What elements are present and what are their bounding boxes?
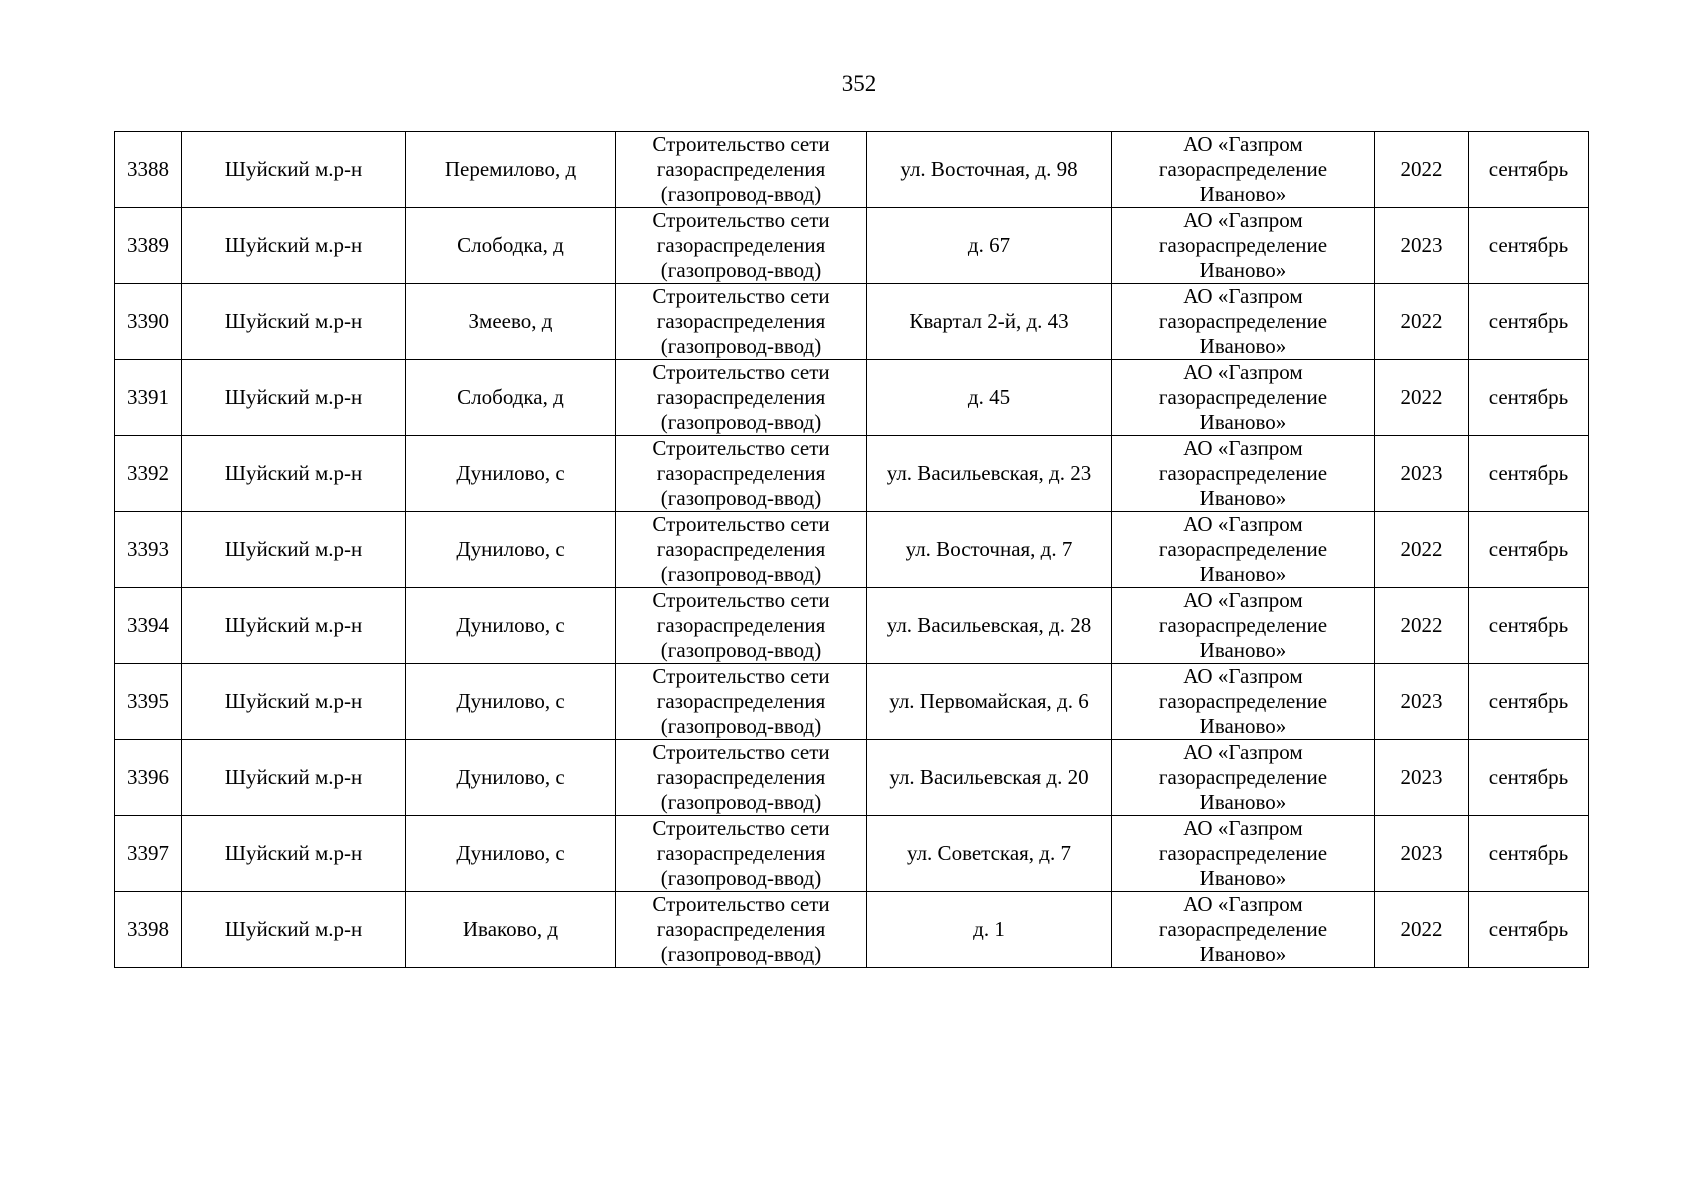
row-number-cell: 3396 xyxy=(115,740,182,816)
year-cell: 2023 xyxy=(1375,816,1469,892)
table-row xyxy=(115,512,1589,588)
organization-cell-line: АО «Газпром xyxy=(1183,360,1303,384)
work-type-cell-line: газораспределения xyxy=(656,689,826,713)
work-type-cell xyxy=(616,816,867,892)
work-type-cell-line: Строительство сети xyxy=(652,132,830,156)
district-cell: Шуйский м.р-н xyxy=(182,816,406,892)
work-type-cell xyxy=(616,892,867,968)
organization-cell xyxy=(1112,436,1375,512)
row-number-cell: 3397 xyxy=(115,816,182,892)
organization-cell-line: Иваново» xyxy=(1199,942,1287,966)
work-type-cell-line: газораспределения xyxy=(656,841,826,865)
organization-cell xyxy=(1112,512,1375,588)
month-cell: сентябрь xyxy=(1469,132,1589,208)
organization-cell-line: АО «Газпром xyxy=(1183,132,1303,156)
table-row xyxy=(115,664,1589,740)
work-type-cell-line: Строительство сети xyxy=(652,284,830,308)
organization-cell-line: АО «Газпром xyxy=(1183,740,1303,764)
address-cell: ул. Васильевская д. 20 xyxy=(867,740,1112,816)
work-type-cell-line: (газопровод-ввод) xyxy=(660,790,822,814)
locality-cell: Змеево, д xyxy=(406,284,616,360)
year-cell: 2023 xyxy=(1375,436,1469,512)
address-cell: ул. Васильевская, д. 23 xyxy=(867,436,1112,512)
work-type-cell-line: газораспределения xyxy=(656,461,826,485)
organization-cell-line: Иваново» xyxy=(1199,258,1287,282)
year-cell: 2023 xyxy=(1375,208,1469,284)
work-type-cell-line: (газопровод-ввод) xyxy=(660,258,822,282)
locality-cell: Дунилово, с xyxy=(406,816,616,892)
table-row xyxy=(115,436,1589,512)
organization-cell-line: газораспределение xyxy=(1158,689,1328,713)
organization-cell xyxy=(1112,816,1375,892)
table-body xyxy=(115,132,1589,968)
month-cell: сентябрь xyxy=(1469,208,1589,284)
month-cell: сентябрь xyxy=(1469,360,1589,436)
organization-cell-line: газораспределение xyxy=(1158,537,1328,561)
district-cell: Шуйский м.р-н xyxy=(182,740,406,816)
month-cell: сентябрь xyxy=(1469,664,1589,740)
district-cell: Шуйский м.р-н xyxy=(182,892,406,968)
address-cell: д. 45 xyxy=(867,360,1112,436)
address-cell: ул. Первомайская, д. 6 xyxy=(867,664,1112,740)
year-cell: 2022 xyxy=(1375,892,1469,968)
table-row xyxy=(115,208,1589,284)
work-type-cell-line: (газопровод-ввод) xyxy=(660,410,822,434)
organization-cell-line: Иваново» xyxy=(1199,410,1287,434)
month-cell: сентябрь xyxy=(1469,892,1589,968)
organization-cell-line: Иваново» xyxy=(1199,182,1287,206)
row-number-cell: 3394 xyxy=(115,588,182,664)
work-type-cell xyxy=(616,284,867,360)
address-cell: Квартал 2-й, д. 43 xyxy=(867,284,1112,360)
organization-cell-line: газораспределение xyxy=(1158,157,1328,181)
work-type-cell-line: Строительство сети xyxy=(652,360,830,384)
work-type-cell-line: Строительство сети xyxy=(652,588,830,612)
organization-cell-line: Иваново» xyxy=(1199,486,1287,510)
month-cell: сентябрь xyxy=(1469,816,1589,892)
row-number-cell: 3392 xyxy=(115,436,182,512)
work-type-cell xyxy=(616,664,867,740)
address-cell: ул. Восточная, д. 7 xyxy=(867,512,1112,588)
year-cell: 2023 xyxy=(1375,664,1469,740)
locality-cell: Иваково, д xyxy=(406,892,616,968)
work-type-cell-line: Строительство сети xyxy=(652,892,830,916)
address-cell: д. 1 xyxy=(867,892,1112,968)
row-number-cell: 3391 xyxy=(115,360,182,436)
organization-cell-line: АО «Газпром xyxy=(1183,588,1303,612)
organization-cell-line: газораспределение xyxy=(1158,613,1328,637)
month-cell: сентябрь xyxy=(1469,436,1589,512)
work-type-cell-line: (газопровод-ввод) xyxy=(660,182,822,206)
work-type-cell-line: газораспределения xyxy=(656,309,826,333)
district-cell: Шуйский м.р-н xyxy=(182,664,406,740)
locality-cell: Дунилово, с xyxy=(406,512,616,588)
organization-cell xyxy=(1112,740,1375,816)
work-type-cell-line: газораспределения xyxy=(656,385,826,409)
table-row xyxy=(115,588,1589,664)
organization-cell-line: газораспределение xyxy=(1158,841,1328,865)
organization-cell-line: АО «Газпром xyxy=(1183,284,1303,308)
locality-cell: Дунилово, с xyxy=(406,664,616,740)
gas-connection-register-table xyxy=(114,131,1589,968)
work-type-cell-line: Строительство сети xyxy=(652,740,830,764)
address-cell: д. 67 xyxy=(867,208,1112,284)
row-number-cell: 3398 xyxy=(115,892,182,968)
organization-cell-line: газораспределение xyxy=(1158,917,1328,941)
district-cell: Шуйский м.р-н xyxy=(182,208,406,284)
row-number-cell: 3388 xyxy=(115,132,182,208)
table-row xyxy=(115,360,1589,436)
district-cell: Шуйский м.р-н xyxy=(182,132,406,208)
work-type-cell-line: (газопровод-ввод) xyxy=(660,714,822,738)
year-cell: 2023 xyxy=(1375,740,1469,816)
organization-cell-line: АО «Газпром xyxy=(1183,664,1303,688)
work-type-cell-line: Строительство сети xyxy=(652,664,830,688)
address-cell: ул. Восточная, д. 98 xyxy=(867,132,1112,208)
row-number-cell: 3395 xyxy=(115,664,182,740)
district-cell: Шуйский м.р-н xyxy=(182,436,406,512)
work-type-cell-line: (газопровод-ввод) xyxy=(660,334,822,358)
organization-cell xyxy=(1112,284,1375,360)
organization-cell xyxy=(1112,360,1375,436)
month-cell: сентябрь xyxy=(1469,588,1589,664)
work-type-cell-line: Строительство сети xyxy=(652,436,830,460)
row-number-cell: 3393 xyxy=(115,512,182,588)
work-type-cell-line: Строительство сети xyxy=(652,816,830,840)
organization-cell-line: газораспределение xyxy=(1158,309,1328,333)
work-type-cell-line: газораспределения xyxy=(656,157,826,181)
work-type-cell-line: газораспределения xyxy=(656,917,826,941)
organization-cell-line: АО «Газпром xyxy=(1183,436,1303,460)
work-type-cell xyxy=(616,740,867,816)
month-cell: сентябрь xyxy=(1469,284,1589,360)
row-number-cell: 3390 xyxy=(115,284,182,360)
table-row xyxy=(115,816,1589,892)
organization-cell-line: Иваново» xyxy=(1199,334,1287,358)
organization-cell xyxy=(1112,208,1375,284)
organization-cell-line: газораспределение xyxy=(1158,765,1328,789)
work-type-cell-line: Строительство сети xyxy=(652,208,830,232)
locality-cell: Перемилово, д xyxy=(406,132,616,208)
organization-cell-line: Иваново» xyxy=(1199,638,1287,662)
work-type-cell-line: (газопровод-ввод) xyxy=(660,942,822,966)
work-type-cell-line: (газопровод-ввод) xyxy=(660,562,822,586)
work-type-cell-line: газораспределения xyxy=(656,765,826,789)
month-cell: сентябрь xyxy=(1469,512,1589,588)
organization-cell-line: Иваново» xyxy=(1199,790,1287,814)
locality-cell: Дунилово, с xyxy=(406,588,616,664)
district-cell: Шуйский м.р-н xyxy=(182,360,406,436)
organization-cell-line: АО «Газпром xyxy=(1183,208,1303,232)
address-cell: ул. Советская, д. 7 xyxy=(867,816,1112,892)
organization-cell-line: газораспределение xyxy=(1158,385,1328,409)
organization-cell-line: Иваново» xyxy=(1199,866,1287,890)
work-type-cell xyxy=(616,512,867,588)
organization-cell xyxy=(1112,132,1375,208)
district-cell: Шуйский м.р-н xyxy=(182,284,406,360)
table-row xyxy=(115,892,1589,968)
month-cell: сентябрь xyxy=(1469,740,1589,816)
address-cell: ул. Васильевская, д. 28 xyxy=(867,588,1112,664)
work-type-cell-line: (газопровод-ввод) xyxy=(660,638,822,662)
table-row xyxy=(115,132,1589,208)
district-cell: Шуйский м.р-н xyxy=(182,588,406,664)
row-number-cell: 3389 xyxy=(115,208,182,284)
table-row xyxy=(115,740,1589,816)
year-cell: 2022 xyxy=(1375,132,1469,208)
work-type-cell-line: Строительство сети xyxy=(652,512,830,536)
work-type-cell-line: (газопровод-ввод) xyxy=(660,866,822,890)
year-cell: 2022 xyxy=(1375,588,1469,664)
organization-cell-line: АО «Газпром xyxy=(1183,892,1303,916)
work-type-cell-line: (газопровод-ввод) xyxy=(660,486,822,510)
work-type-cell xyxy=(616,132,867,208)
district-cell: Шуйский м.р-н xyxy=(182,512,406,588)
page-number: 352 xyxy=(841,71,877,96)
organization-cell-line: газораспределение xyxy=(1158,233,1328,257)
locality-cell: Слободка, д xyxy=(406,208,616,284)
work-type-cell xyxy=(616,360,867,436)
year-cell: 2022 xyxy=(1375,360,1469,436)
locality-cell: Дунилово, с xyxy=(406,740,616,816)
organization-cell xyxy=(1112,892,1375,968)
organization-cell-line: Иваново» xyxy=(1199,562,1287,586)
table-row xyxy=(115,284,1589,360)
work-type-cell xyxy=(616,588,867,664)
work-type-cell-line: газораспределения xyxy=(656,613,826,637)
work-type-cell-line: газораспределения xyxy=(656,233,826,257)
work-type-cell xyxy=(616,208,867,284)
organization-cell xyxy=(1112,588,1375,664)
locality-cell: Дунилово, с xyxy=(406,436,616,512)
year-cell: 2022 xyxy=(1375,512,1469,588)
locality-cell: Слободка, д xyxy=(406,360,616,436)
organization-cell-line: АО «Газпром xyxy=(1183,512,1303,536)
work-type-cell xyxy=(616,436,867,512)
work-type-cell-line: газораспределения xyxy=(656,537,826,561)
organization-cell-line: АО «Газпром xyxy=(1183,816,1303,840)
year-cell: 2022 xyxy=(1375,284,1469,360)
organization-cell-line: газораспределение xyxy=(1158,461,1328,485)
organization-cell xyxy=(1112,664,1375,740)
organization-cell-line: Иваново» xyxy=(1199,714,1287,738)
